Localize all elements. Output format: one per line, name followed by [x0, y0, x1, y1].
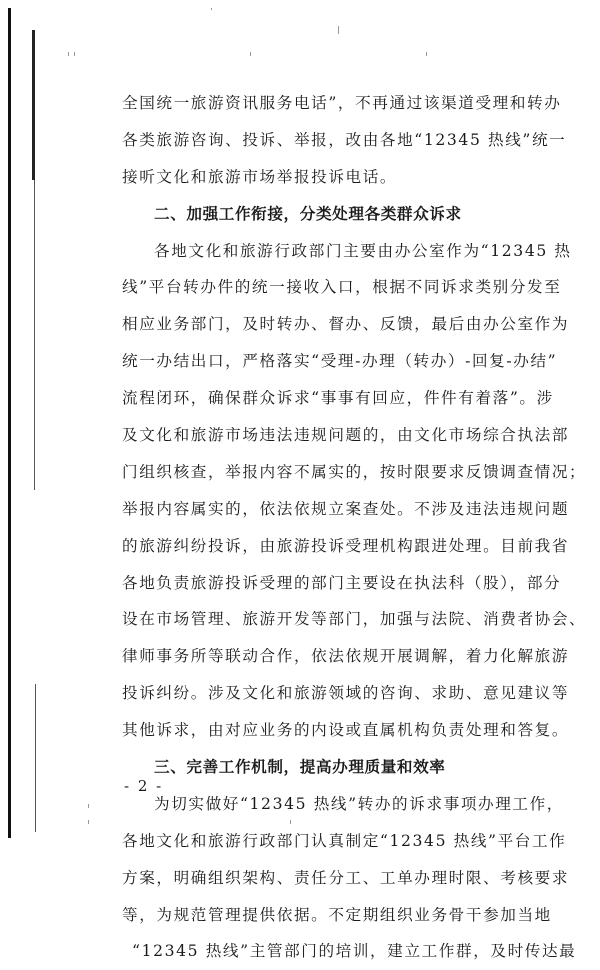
document-body: [122, 85, 587, 970]
body-line: 及文化和旅游市场违法违规问题的，由文化市场综合执法部: [122, 426, 570, 445]
body-line: 流程闭环，确保群众诉求“事事有回应，件件有着落”。涉: [122, 389, 554, 408]
body-line: 相应业务部门，及时转办、督办、反馈，最后由办公室作为: [122, 315, 570, 334]
scan-artifact: [211, 8, 212, 10]
body-line: 全国统一旅游资讯服务电话”，不再通过该渠道受理和转办: [122, 94, 562, 112]
body-line: 各地负责旅游投诉受理的部门主要设在执法科（股），部分: [122, 573, 562, 592]
scan-artifact: [338, 26, 339, 34]
body-line: 律师事务所等联动合作，依法依规开展调解，着力化解旅游: [122, 647, 570, 666]
body-line: 投诉纠纷。涉及文化和旅游领域的咨询、求助、意见建议等: [122, 684, 570, 703]
body-line: 的旅游纠纷投诉，由旅游投诉受理机构跟进处理。目前我省: [122, 536, 570, 555]
scan-artifact: [250, 52, 251, 56]
body-line: 统一办结出口，严格落实“受理-办理（转办）-回复-办结”: [122, 352, 558, 371]
section-heading-2: 二、加强工作衔接，分类处理各类群众诉求: [154, 204, 462, 223]
scan-artifact: [88, 820, 89, 824]
body-line: 接听文化和旅游市场举报投诉电话。: [122, 167, 398, 186]
body-line: 等，为规范管理提供依据。不定期组织业务骨干参加当地: [122, 905, 552, 924]
scan-binding-line: [32, 30, 35, 180]
section-heading-3: 三、完善工作机制，提高办理质量和效率: [154, 758, 446, 777]
body-line: 为切实做好“12345 热线”转办的诉求事项办理工作，: [154, 794, 564, 813]
body-line: 各地文化和旅游行政部门主要由办公室作为“12345 热: [154, 241, 572, 260]
scan-binding-line: [35, 684, 36, 832]
scan-edge-line: [8, 8, 11, 838]
scan-artifact: [88, 804, 89, 808]
body-line: 举报内容属实的，依法依规立案查处。不涉及违法违规问题: [122, 499, 570, 518]
page-number: - 2 -: [124, 777, 164, 795]
body-line: 设在市场管理、旅游开发等部门，加强与法院、消费者协会、: [122, 610, 587, 629]
body-line: 其他诉求，由对应业务的内设或直属机构负责处理和答复。: [122, 721, 570, 740]
scan-artifact: [68, 52, 69, 56]
body-line: 门组织核查，举报内容不属实的，按时限要求反馈调查情况；: [122, 462, 587, 481]
body-line: 各地文化和旅游行政部门认真制定“12345 热线”平台工作: [122, 831, 567, 850]
body-line: 方案，明确组织架构、责任分工、工单办理时限、考核要求: [122, 868, 570, 887]
scan-artifact: [426, 52, 427, 56]
body-line: 各类旅游咨询、投诉、举报，改由各地“12345 热线”统一: [122, 130, 567, 149]
scan-artifact: [74, 52, 75, 56]
body-line: 线”平台转办件的统一接收入口，根据不同诉求类别分发至: [122, 278, 562, 297]
scan-binding-line: [34, 180, 35, 490]
body-line: “12345 热线”主管部门的培训，建立工作群，及时传达最: [132, 942, 577, 961]
